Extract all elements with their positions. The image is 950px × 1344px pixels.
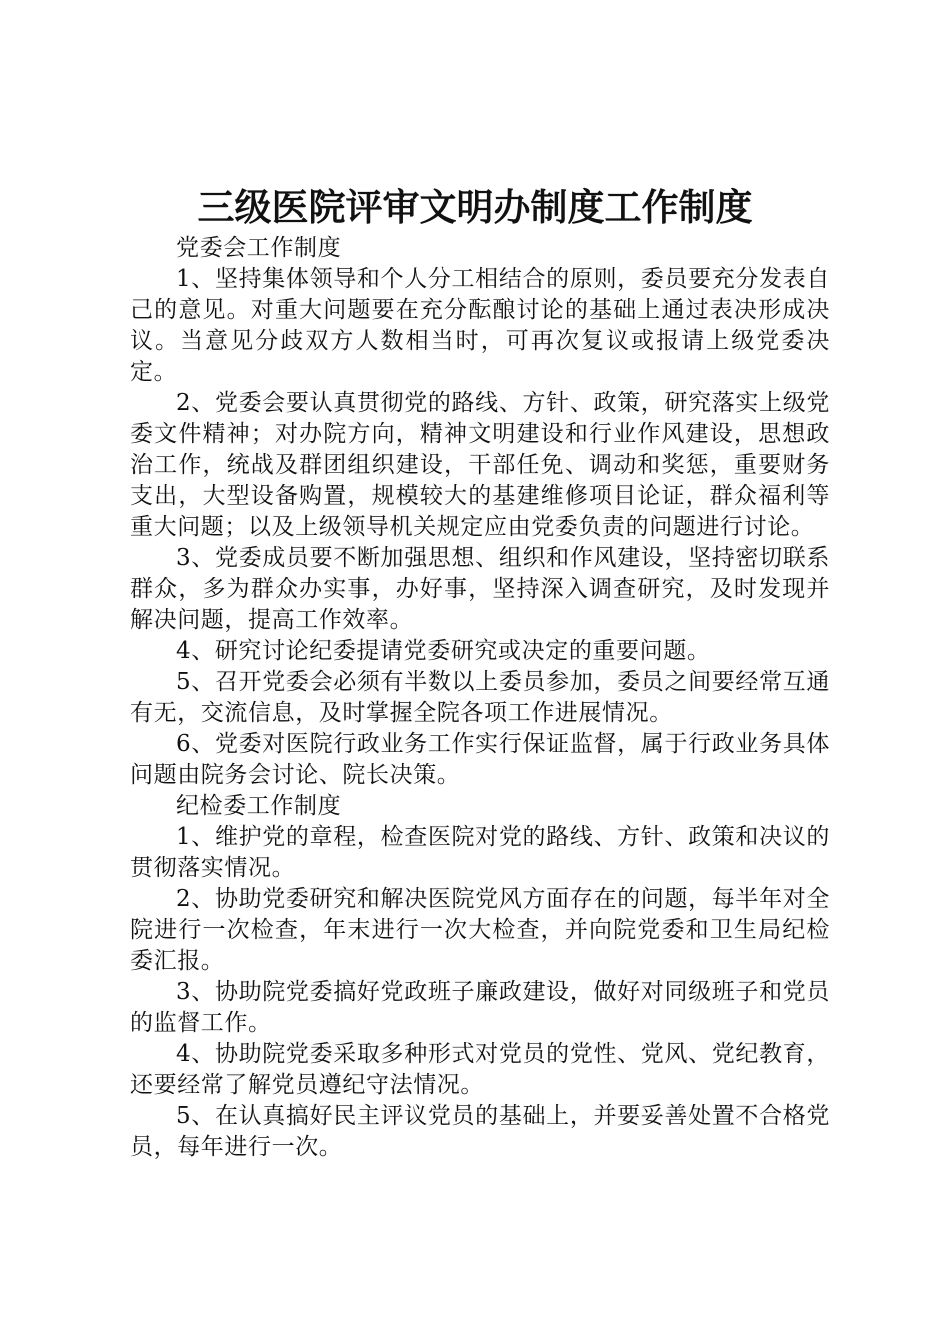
document-title: 三级医院评审文明办制度工作制度 (197, 186, 753, 229)
paragraph: 3、协助院党委搞好党政班子廉政建设，做好对同级班子和党员的监督工作。 (130, 979, 830, 1036)
paragraph: 4、协助院党委采取多种形式对党员的党性、党风、党纪教育，还要经常了解党员遵纪守法情况。 (130, 1041, 830, 1098)
paragraph: 3、党委成员要不断加强思想、组织和作风建设，坚持密切联系群众，多为群众办实事，办好事，坚持深入调查研究，及时发现并解决问题，提高工作效率。 (130, 545, 830, 633)
paragraph: 6、党委对医院行政业务工作实行保证监督，属于行政业务具体问题由院务会讨论、院长决策。 (130, 731, 830, 788)
paragraph: 2、党委会要认真贯彻党的路线、方针、政策，研究落实上级党委文件精神；对办院方向，精神文明建设和行业作风建设，思想政治工作，统战及群团组织建设，干部任免、调动和奖惩，重要财务支出，大型设备购置，规模较大的基建维修项目论证，群众福利等重大问题；以及上级领导机关规定应由党委负责的问题进行讨论。 (130, 390, 830, 540)
section-heading-discipline-committee: 纪检委工作制度 (176, 793, 342, 819)
paragraph: 1、坚持集体领导和个人分工相结合的原则，委员要充分发表自己的意见。对重大问题要在充分酝酿讨论的基础上通过表决形成决议。当意见分歧双方人数相当时，可再次复议或报请上级党委决定。 (130, 266, 830, 385)
paragraph: 5、在认真搞好民主评议党员的基础上，并要妥善处置不合格党员，每年进行一次。 (130, 1103, 830, 1160)
paragraph: 2、协助党委研究和解决医院党风方面存在的问题，每半年对全院进行一次检查，年末进行一次大检查，并向院党委和卫生局纪检委汇报。 (130, 886, 830, 974)
paragraph: 4、研究讨论纪委提请党委研究或决定的重要问题。 (176, 638, 711, 664)
section-heading-party-committee: 党委会工作制度 (176, 235, 342, 261)
paragraph: 5、召开党委会必须有半数以上委员参加，委员之间要经常互通有无，交流信息，及时掌握全院各项工作进展情况。 (130, 669, 830, 726)
paragraph: 1、维护党的章程，检查医院对党的路线、方针、政策和决议的贯彻落实情况。 (130, 824, 830, 881)
document-body (130, 233, 830, 1163)
